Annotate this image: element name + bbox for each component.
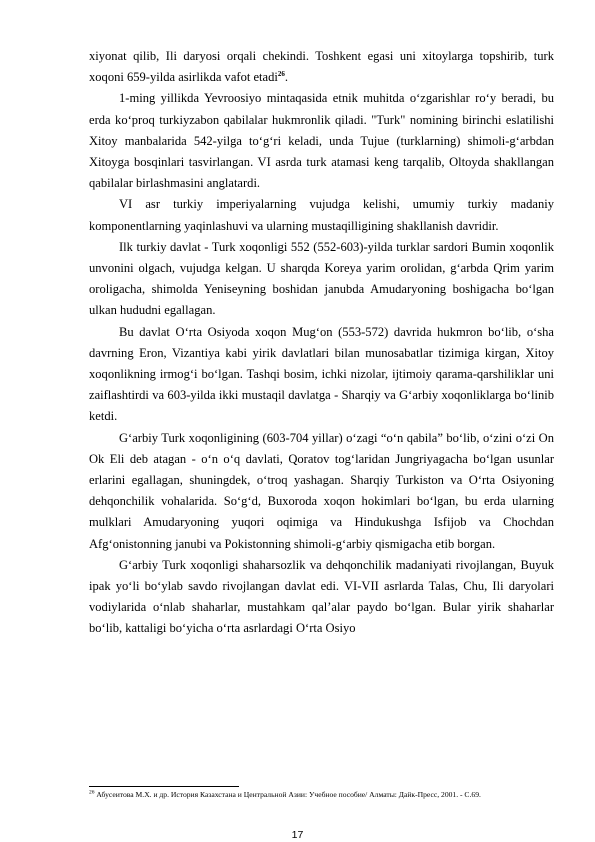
footnote-separator [89,786,239,787]
footnote-number: 26 [89,789,95,796]
paragraph-7: Gʻarbiy Turk xoqonligi shaharsozlik va dehqonchilik madaniyati rivojlangan, Buyuk ipak yoʻli boʻylab savdo rivojlangan davlat edi. VI-VII asrlarda Talas, Chu, Ili daryolari vodiylarida oʻnlab shaharlar, mustahkam qalʼalar paydo boʻlgan. Bular yirik shaharlar boʻlib, kattaligi boʻyicha oʻrta asrlardagi Oʻrta Osiyo [89,557,554,636]
footnote-reference[interactable]: 26 [277,70,285,79]
paragraph-1-text: xiyonat qilib, Ili daryosi orqali chekindi. Toshkent egasi uni xitoylarga topshirib, turk xoqoni 659-yilda asirlikda vafot etadi [89,49,554,85]
paragraph-1 [89,46,554,88]
footnote-text: Абусеитова М.Х. и др. История Казахстана и Центральной Азии: Учебное пособие/ Алматы: Дайк-Пресс, 2001. - С.69. [96,790,481,799]
paragraph-3: VI asr turkiy imperiyalarning vujudga kelishi, umumiy turkiy madaniy komponentlarning yaqinlashuvi va ularning mustaqilligining shakllanish davridir. [89,197,554,233]
page-number: 17 [291,829,304,841]
paragraph-4: Ilk turkiy davlat - Turk xoqonligi 552 (552-603)-yilda turklar sardori Bumin xoqonlik unvonini olgach, vujudga kelgan. U sharqda Koreya yarim orolidan, gʻarbda Qrim yarim oroligacha, shimolda Yeniseyning boshidan janubda Amudaryoning boshigacha boʻlgan ulkan hududni egallagan. [89,239,554,318]
paragraph-2: 1-ming yillikda Yevroosiyo mintaqasida etnik muhitda oʻzgarishlar roʻy beradi, bu erda koʻproq turkiyzabon qabilalar hukmronlik qiladi. "Turk" nomining birinchi eslatilishi Xitoy manbalarida 542-yilga toʻgʻri keladi, unda Tujue (turklarning) shimoli-gʻarbdan Xitoyga bosqinlari tasvirlangan. VI asrda turk atamasi keng tarqalib, Oltoyda shakllangan qabilalar birlashmasini anglatardi. [89,91,554,191]
paragraph-6: Gʻarbiy Turk xoqonligining (603-704 yillar) oʻzagi “oʻn qabila” boʻlib, oʻzini oʻzi On Ok Eli deb atagan - oʻn oʻq davlati, Qoratov togʻlaridan Jungriyagacha boʻlgan usunlar erlarini egallagan, shuningdek, oʻtroq yashagan. Sharqiy Turkiston va Oʻrta Osiyoning dehqonchilik vohalarida. Soʻgʻd, Buxoroda xoqon hokimlari boʻlgan, bu erda ularning mulklari Amudaryoning yuqori oqimiga va Hindukushga Isfijob va Chochdan Afgʻonistonning janubi va Pokistonning shimoli-gʻarbiy qismigacha etib borgan. [89,430,554,551]
footnote [89,789,555,800]
paragraph-5: Bu davlat Oʻrta Osiyoda xoqon Mugʻon (553-572) davrida hukmron boʻlib, oʻsha davrning Eron, Vizantiya kabi yirik davlatlari bilan munosabatlar tizimiga kirgan, Xitoy xoqonlikning irmogʻi boʻlgan. Tashqi bosim, ichki nizolar, ijtimoiy qarama-qarshiliklar uni zaiflashtirdi va 603-yilda ikki mustaqil davlatga - Sharqiy va Gʻarbiy xoqonliklarga boʻlinib ketdi. [89,324,554,424]
body-text [89,46,554,640]
paragraph-1-end: . [284,70,288,85]
